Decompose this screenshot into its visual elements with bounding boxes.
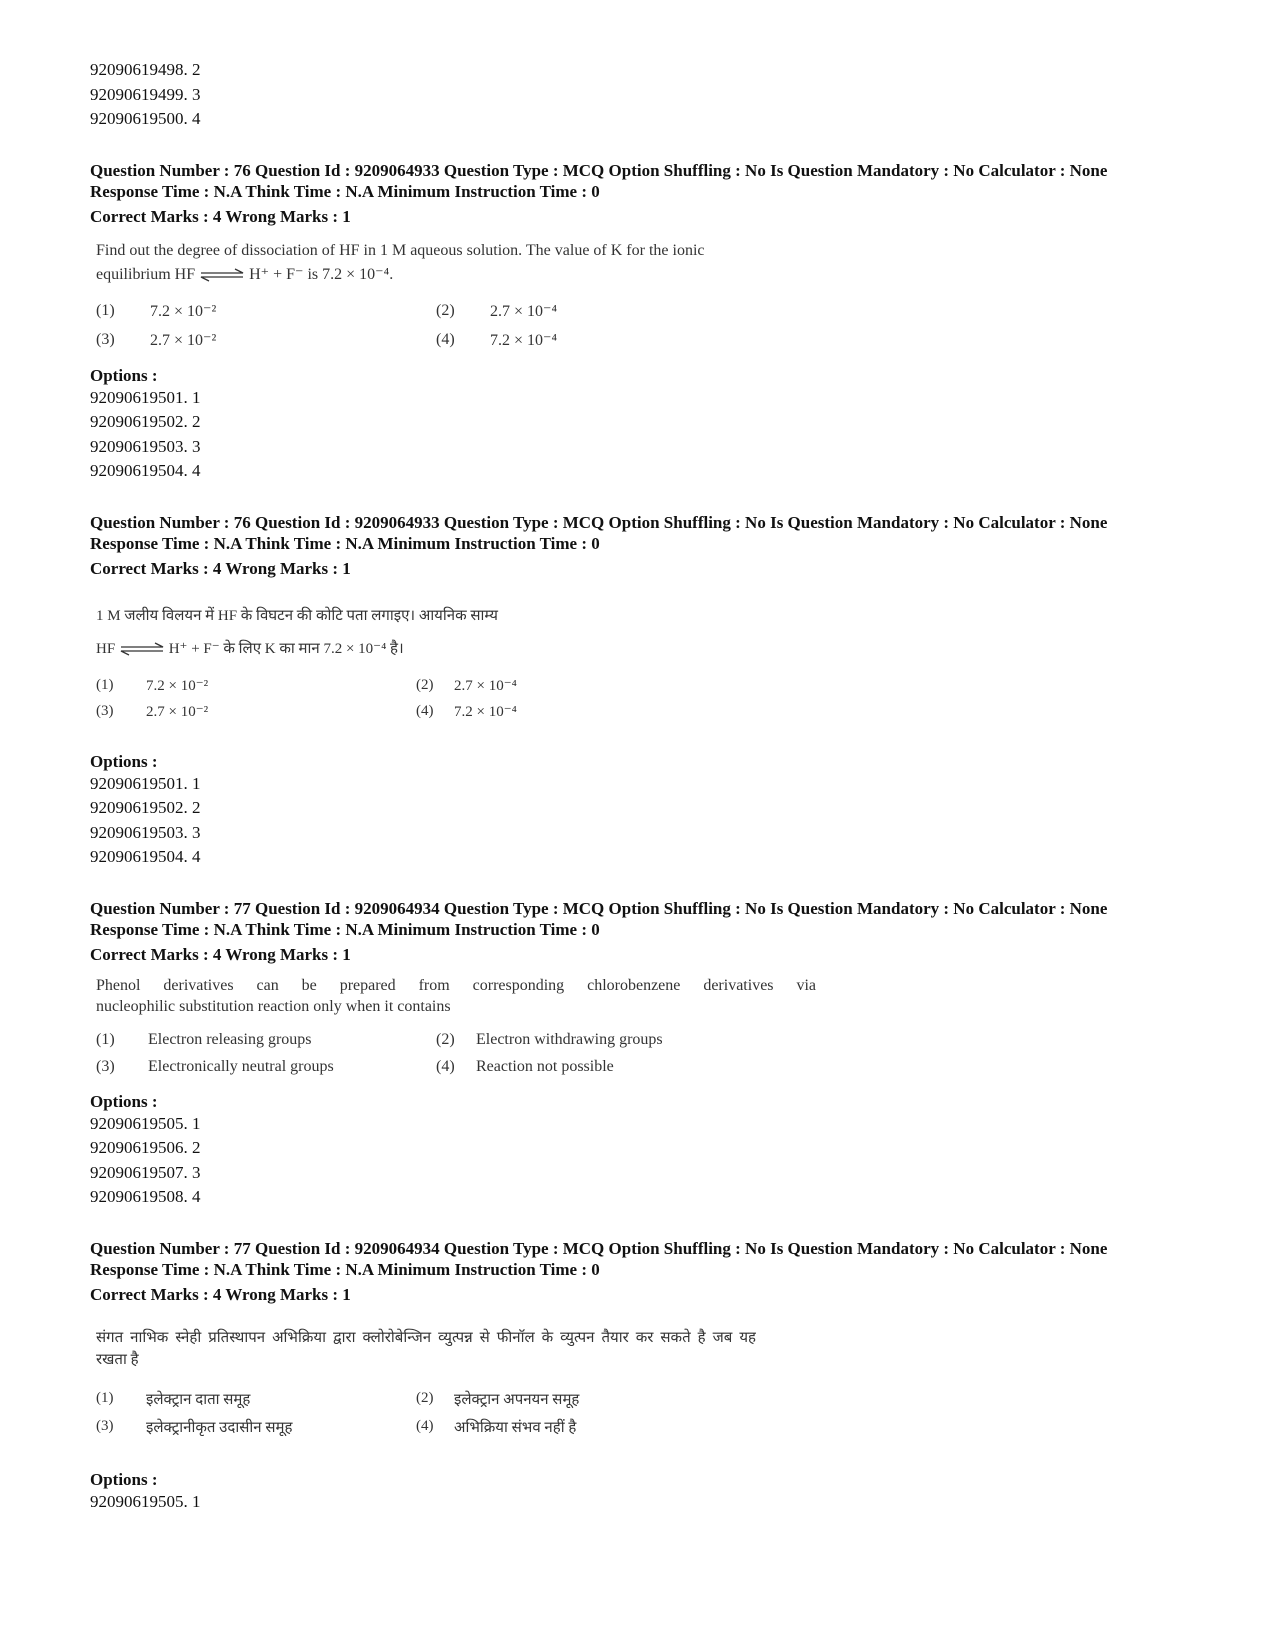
question-header [90,160,1200,227]
answer-choice [436,1054,796,1081]
option-line: 92090619503. 3 [90,436,201,456]
equilibrium-arrow-icon [199,268,245,282]
question-block-77-hi [90,1238,1200,1515]
question-image [96,239,816,355]
choice-text: 7.2 × 10⁻⁴ [454,704,517,720]
question-text-line1: Phenol derivatives can be prepared from corresponding chlorobenzene derivatives via [96,976,816,994]
choice-text: अभिक्रिया संभव नहीं है [454,1419,577,1436]
choice-text: Electronically neutral groups [148,1058,334,1075]
answer-choices [96,673,816,725]
question-header [90,512,1200,579]
options-list [90,1490,1200,1515]
question-block-76-hi [90,512,1200,870]
answer-choice [96,1027,436,1054]
choice-number: (4) [416,1418,434,1434]
choice-text: Electron withdrawing groups [476,1031,663,1048]
choice-text: 2.7 × 10⁻² [146,704,209,720]
choice-text: Reaction not possible [476,1058,614,1075]
marks-line: Correct Marks : 4 Wrong Marks : 1 [90,944,351,964]
marks-line: Correct Marks : 4 Wrong Marks : 1 [90,558,351,578]
choice-number: (3) [96,1418,114,1434]
question-text-line2: रखता है [96,1351,139,1368]
choice-text: 7.2 × 10⁻² [146,678,209,694]
choice-text: इलेक्ट्रान अपनयन समूह [454,1391,580,1408]
question-header-line1: Question Number : 77 Question Id : 9209064934 Question Type : MCQ Option Shuffling : No Is Question Mandatory : No Calculator : None [90,1238,1108,1258]
question-text-line2: nucleophilic substitution reaction only when it contains [96,997,451,1015]
answer-choice [96,326,436,355]
options-list [90,1112,1200,1210]
answer-choice [96,297,436,326]
choice-number: (1) [96,302,115,319]
option-line: 92090619500. 4 [90,109,201,128]
choice-text: इलेक्ट्रानीकृत उदासीन समूह [146,1419,293,1436]
answer-choices [96,1385,756,1441]
answer-choice [436,326,796,355]
question-header-line1: Question Number : 76 Question Id : 9209064933 Question Type : MCQ Option Shuffling : No Is Question Mandatory : No Calculator : None [90,160,1108,180]
question-header [90,898,1200,965]
answer-choice [416,1413,756,1441]
option-line: 92090619505. 1 [90,1113,201,1133]
choice-text: Electron releasing groups [148,1031,312,1048]
option-line: 92090619498. 2 [90,60,201,79]
question-text-line2 [96,263,816,287]
choice-number: (2) [436,1031,455,1048]
choice-number: (4) [416,703,434,719]
choice-number: (1) [96,1390,114,1406]
option-line: 92090619505. 1 [90,1491,201,1511]
choice-number: (1) [96,677,114,693]
answer-choice [416,699,776,725]
choice-number: (2) [416,1390,434,1406]
option-line: 92090619508. 4 [90,1187,201,1206]
options-list [90,386,1200,484]
question-header-line2: Response Time : N.A Think Time : N.A Minimum Instruction Time : 0 [90,1259,600,1279]
marks-line: Correct Marks : 4 Wrong Marks : 1 [90,1284,351,1304]
choice-text: 2.7 × 10⁻⁴ [490,303,558,320]
choice-number: (4) [436,331,455,348]
previous-options-list [90,58,1200,132]
choice-text: इलेक्ट्रान दाता समूह [146,1391,251,1408]
choice-number: (3) [96,331,115,348]
question-image [96,975,816,1081]
question-header-line1: Question Number : 76 Question Id : 9209064933 Question Type : MCQ Option Shuffling : No Is Question Mandatory : No Calculator : None [90,512,1108,532]
choice-number: (4) [436,1058,455,1075]
option-line: 92090619502. 2 [90,412,201,431]
options-label: Options : [90,1091,158,1111]
answer-choice [96,1385,416,1413]
question-block-77-en [90,898,1200,1210]
question-text-line1: Find out the degree of dissociation of HF in 1 M aqueous solution. The value of K for the ionic [96,241,705,259]
document-page [90,58,1200,1514]
choice-number: (2) [436,302,455,319]
choice-text: 2.7 × 10⁻² [150,332,217,349]
answer-choice [416,673,776,699]
answer-choices [96,1027,816,1081]
question-image [96,1327,756,1441]
question-header-line1: Question Number : 77 Question Id : 9209064934 Question Type : MCQ Option Shuffling : No Is Question Mandatory : No Calculator : None [90,898,1108,918]
option-line: 92090619506. 2 [90,1138,201,1157]
options-list [90,772,1200,870]
question-text-line2 [96,631,816,667]
answer-choice [96,1054,436,1081]
answer-choice [416,1385,756,1413]
choice-text: 7.2 × 10⁻⁴ [490,332,558,349]
question-text-post: H⁺ + F⁻ is 7.2 × 10⁻⁴. [249,265,394,283]
answer-choice [96,673,416,699]
answer-choice [96,1413,416,1441]
question-header [90,1238,1200,1305]
marks-line: Correct Marks : 4 Wrong Marks : 1 [90,206,351,226]
choice-number: (3) [96,1058,115,1075]
question-text-line1: 1 M जलीय विलयन में HF के विघटन की कोटि पता लगाइए। आयनिक साम्य [96,607,498,624]
choice-number: (2) [416,677,434,693]
question-block-76-en [90,160,1200,484]
equilibrium-arrow-icon [119,642,165,656]
question-text-post: H⁺ + F⁻ के लिए K का मान 7.2 × 10⁻⁴ है। [168,640,404,657]
option-line: 92090619503. 3 [90,822,201,842]
answer-choice [96,699,416,725]
options-label: Options : [90,1469,158,1489]
answer-choice [436,297,796,326]
option-line: 92090619501. 1 [90,387,201,407]
question-header-line2: Response Time : N.A Think Time : N.A Minimum Instruction Time : 0 [90,919,600,939]
option-line: 92090619499. 3 [90,84,201,104]
question-text-pre: HF [96,640,116,657]
choice-text: 7.2 × 10⁻² [150,303,217,320]
question-header-line2: Response Time : N.A Think Time : N.A Minimum Instruction Time : 0 [90,533,600,553]
question-header-line2: Response Time : N.A Think Time : N.A Minimum Instruction Time : 0 [90,181,600,201]
answer-choices [96,297,816,355]
question-text-line1: संगत नाभिक स्नेही प्रतिस्थापन अभिक्रिया द्वारा क्लोरोबेन्जिन व्युत्पन्न से फीनॉल के व्युत्पन तैयार कर सकते है जब यह [96,1329,756,1346]
options-label: Options : [90,365,158,385]
option-line: 92090619504. 4 [90,847,201,866]
choice-number: (3) [96,703,114,719]
option-line: 92090619507. 3 [90,1162,201,1182]
choice-number: (1) [96,1031,115,1048]
question-image [96,601,816,725]
option-line: 92090619501. 1 [90,773,201,793]
choice-text: 2.7 × 10⁻⁴ [454,678,517,694]
options-label: Options : [90,751,158,771]
option-line: 92090619504. 4 [90,461,201,480]
answer-choice [436,1027,796,1054]
question-text-pre: equilibrium HF [96,265,196,283]
option-line: 92090619502. 2 [90,798,201,817]
